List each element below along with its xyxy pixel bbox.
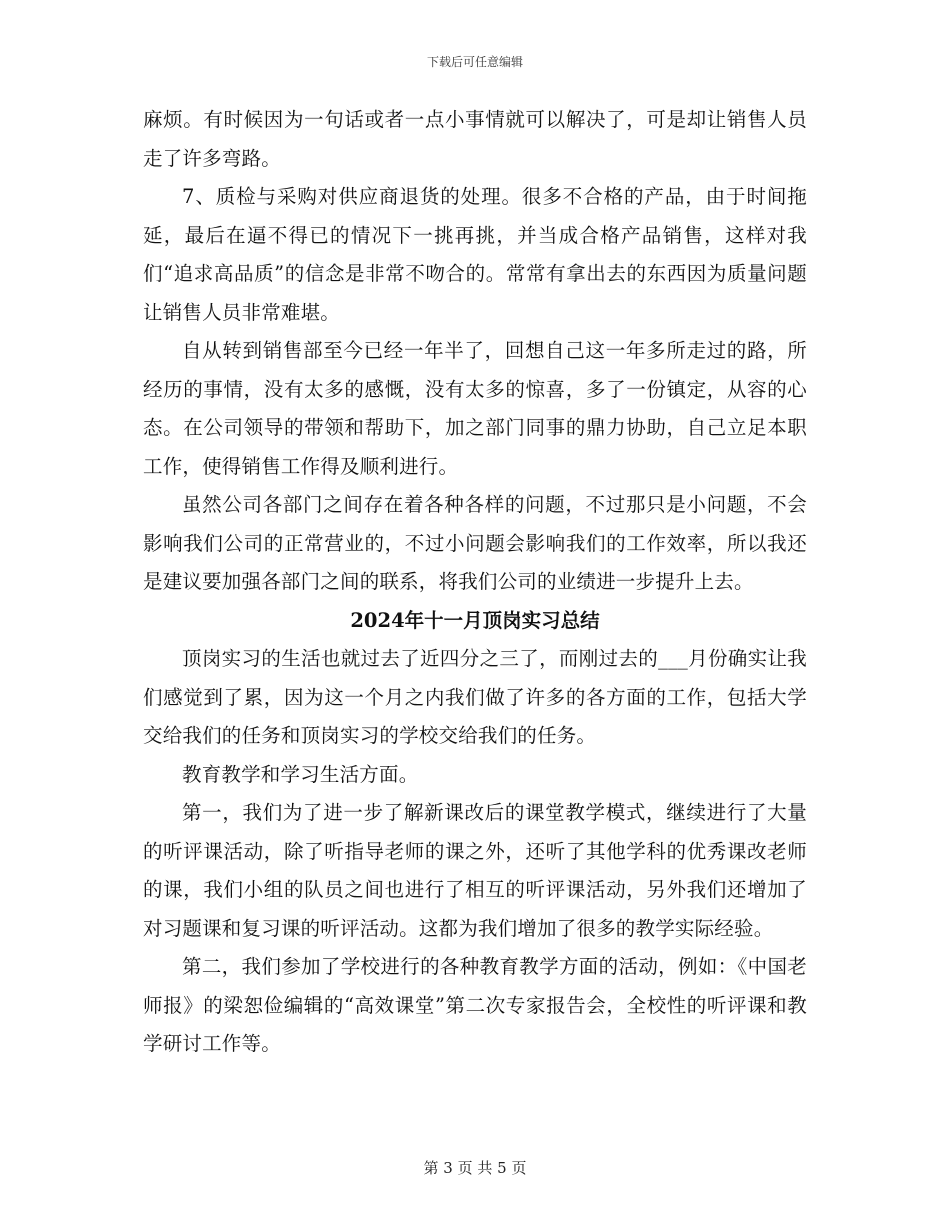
paragraph: 教育教学和学习生活方面。: [182, 762, 419, 786]
paragraph: 麻烦。有时候因为一句话或者一点小事情就可以解决了，可是却让销售人员走了许多弯路。: [143, 108, 807, 170]
document-body: [143, 101, 807, 1064]
section-title: 2024年十一月顶岗实习总结: [350, 608, 600, 632]
paragraph: 第二，我们参加了学校进行的各种教育教学方面的活动，例如：《中国老师报》的梁恕俭编辑的“高效课堂”第二次专家报告会，全校性的听评课和教学研讨工作等。: [143, 955, 807, 1055]
paragraph: 顶岗实习的生活也就过去了近四分之三了，而刚过去的___月份确实让我们感觉到了累，因为这一个月之内我们做了许多的各方面的工作，包括大学交给我们的任务和顶岗实习的学校交给我们的任务。: [143, 647, 807, 747]
page-header-note: 下载后可任意编辑: [426, 55, 523, 69]
page-number: 第 3 页 共 5 页: [423, 1159, 527, 1177]
paragraph: 第一，我们为了进一步了解新课改后的课堂教学模式，继续进行了大量的听评课活动，除了听指导老师的课之外，还听了其他学科的优秀课改老师的课，我们小组的队员之间也进行了相互的听评课活动，另外我们还增加了对习题课和复习课的听评活动。这都为我们增加了很多的教学实际经验。: [143, 801, 807, 940]
paragraph: 自从转到销售部至今已经一年半了，回想自己这一年多所走过的路，所经历的事情，没有太多的感慨，没有太多的惊喜，多了一份镇定，从容的心态。在公司领导的带领和帮助下，加之部门同事的鼎力协助，自己立足本职工作，使得销售工作得及顺利进行。: [143, 339, 807, 478]
paragraph: 虽然公司各部门之间存在着各种各样的问题，不过那只是小问题，不会影响我们公司的正常营业的，不过小问题会影响我们的工作效率，所以我还是建议要加强各部门之间的联系，将我们公司的业绩进一步提升上去。: [143, 493, 807, 593]
paragraph: 7、质检与采购对供应商退货的处理。很多不合格的产品，由于时间拖延，最后在逼不得已的情况下一挑再挑，并当成合格产品销售，这样对我们“追求高品质”的信念是非常不吻合的。常常有拿出去的东西因为质量问题让销售人员非常难堪。: [143, 185, 807, 324]
